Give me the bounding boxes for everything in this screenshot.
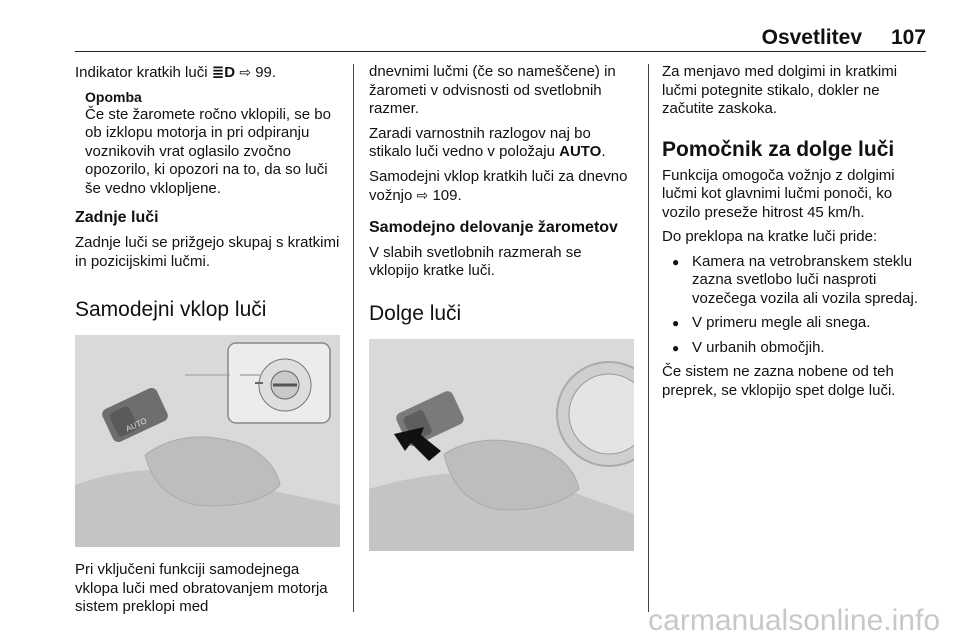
watermark: carmanualsonline.info [648, 604, 940, 637]
section-title: Osvetlitev [761, 26, 862, 49]
paragraph: dnevnimi lučmi (če so nameščene) in žarometi v odvisnosti od svetlobnih razmer. [369, 63, 616, 117]
figure-high-beam-stalk [369, 339, 634, 551]
paragraph: Funkcija omogoča vožnjo z dolgimi lučmi kot glavnimi lučmi ponoči, ko vozilo preseže hitrost 45 km/h. [662, 166, 895, 221]
heading-high-beam: Dolge luči [369, 301, 462, 325]
paragraph: Za menjavo med dolgimi in kratkimi lučmi potegnite stikalo, dokler ne začutite zaskoka. [662, 63, 898, 117]
paragraph: Če sistem ne zazna nobene od teh preprek, se vklopijo spet dolge luči. [662, 363, 896, 399]
note-title: Opomba [85, 88, 142, 105]
page-ref[interactable]: 109. [432, 187, 462, 204]
list-item: ● V urbanih območjih. [662, 339, 930, 358]
paragraph-text: Indikator kratkih luči [75, 64, 208, 81]
column-divider [353, 64, 354, 612]
paragraph [369, 168, 635, 206]
page-header [75, 26, 926, 50]
page-ref[interactable]: 99. [255, 64, 277, 81]
list-item: ● V primeru megle ali snega. [662, 314, 930, 333]
bullet-list [662, 253, 930, 358]
heading-rear-lights: Zadnje luči [75, 209, 159, 226]
paragraph: V slabih svetlobnih razmerah se vklopijo kratke luči. [369, 243, 582, 279]
paragraph-text: Samodejni vklop kratkih luči za dnevno vožnjo [369, 167, 628, 204]
paragraph-text: Zaradi varnostnih razlogov naj bo stikalo luči vedno v položaju [369, 124, 591, 160]
column-2 [369, 63, 635, 551]
high-beam-illustration [369, 339, 634, 551]
note-body: Če ste žaromete ročno vklopili, se bo ob izklopu motorja in pri odpiranju voznikovih vrat oglasilo zvočno opozorilo, ki opozori na to, da so luči še vedno vklopljene. [85, 105, 331, 197]
figure-light-switch [75, 335, 340, 547]
heading-high-beam-assist: Pomočnik za dolge luči [662, 137, 895, 161]
paragraph [75, 63, 341, 83]
switch-stalk-label: AUTO [124, 416, 149, 434]
punctuation: . [601, 143, 606, 160]
page-ref-arrow-icon: ⇨ [239, 64, 252, 80]
header-rule [75, 51, 926, 52]
paragraph: Pri vključeni funkciji samodejnega vklopa luči med obratovanjem motorja sistem preklopi med [75, 561, 328, 615]
light-switch-illustration [75, 335, 340, 547]
paragraph: Zadnje luči se prižgejo skupaj s kratkimi in pozicijskimi lučmi. [75, 234, 340, 270]
column-3 [662, 63, 930, 406]
paragraph [369, 125, 635, 162]
auto-label: AUTO [559, 143, 602, 160]
column-1 [75, 63, 341, 623]
note-box [85, 89, 341, 199]
heading-auto-headlights: Samodejno delovanje žarometov [369, 218, 618, 236]
column-divider [648, 64, 649, 612]
list-item: ● Kamera na vetrobranskem steklu zazna svetlobo luči nasproti vozečega vozila ali vozila spredaj. [662, 253, 930, 309]
heading-auto-lights: Samodejni vklop luči [75, 298, 267, 321]
page-number: 107 [890, 26, 926, 49]
low-beam-icon: ≣D [211, 64, 236, 81]
page-ref-arrow-icon: ⇨ [416, 187, 429, 203]
paragraph: Do preklopa na kratke luči pride: [662, 228, 878, 245]
